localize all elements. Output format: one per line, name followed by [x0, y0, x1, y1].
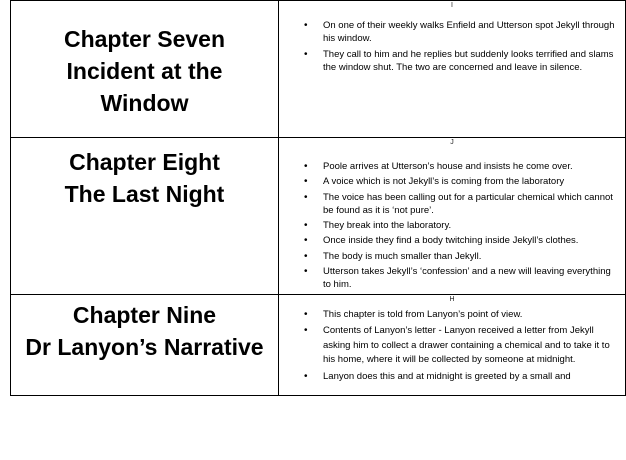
card-marker: J	[450, 139, 454, 146]
list-item: • They call to him and he replies but suddenly looks terrified and slams the window shut. The two are concerned and leave in silence.	[323, 48, 619, 75]
chapter-title	[11, 1, 278, 119]
chapter-table-viewport	[10, 0, 615, 383]
chapter-title-cell	[11, 138, 279, 295]
chapter-summary-cell	[279, 138, 626, 295]
list-item: • On one of their weekly walks Enfield and Utterson spot Jekyll through his window.	[323, 19, 619, 46]
chapter-title-line: Chapter Seven	[63, 26, 226, 52]
summary-bullet-list	[279, 0, 625, 74]
list-item: • A voice which is not Jekyll’s is coming from the laboratory	[323, 175, 619, 188]
table-row	[11, 294, 626, 395]
chapter-title-line: Window	[100, 90, 189, 116]
list-item: • Utterson takes Jekyll’s ‘confession’ and a new will leaving everything to him.	[323, 265, 619, 292]
chapter-title-line: Incident at the	[66, 58, 223, 84]
chapter-title-line: Dr Lanyon’s Narrative	[25, 333, 264, 360]
chapter-summary-cell	[279, 294, 626, 395]
chapter-title	[11, 138, 278, 210]
list-item: • This chapter is told from Lanyon’s point of view.	[323, 308, 619, 323]
table-row	[11, 1, 626, 138]
list-item: • Once inside they find a body twitching inside Jekyll’s clothes.	[323, 234, 619, 247]
list-item: • Lanyon does this and at midnight is greeted by a small and	[323, 370, 619, 385]
summary-bullet-list	[279, 147, 625, 292]
chapter-title-line: Chapter Eight	[69, 149, 220, 175]
list-item: • Poole arrives at Utterson’s house and insists he come over.	[323, 160, 619, 173]
list-item: • Contents of Lanyon’s letter - Lanyon received a letter from Jekyll asking him to collect a drawer containing a chemical and to take it to his home, where it will be collected by someone at midnight.	[323, 324, 619, 368]
list-item: • They break into the laboratory.	[323, 219, 619, 232]
card-marker: I	[451, 2, 453, 9]
chapter-summary-cell	[279, 1, 626, 138]
summary-bullet-list	[279, 304, 625, 385]
chapter-title-line: The Last Night	[64, 181, 225, 207]
chapter-summary-table	[10, 0, 626, 396]
chapter-title-cell	[11, 294, 279, 395]
chapter-title-cell	[11, 1, 279, 138]
chapter-title	[11, 295, 278, 363]
chapter-title-line: Chapter Nine	[72, 301, 217, 328]
table-row	[11, 138, 626, 295]
list-item: • The voice has been calling out for a particular chemical which cannot be found as it is ‘not pure’.	[323, 191, 619, 218]
list-item: • The body is much smaller than Jekyll.	[323, 250, 619, 263]
card-marker: H	[449, 295, 455, 303]
